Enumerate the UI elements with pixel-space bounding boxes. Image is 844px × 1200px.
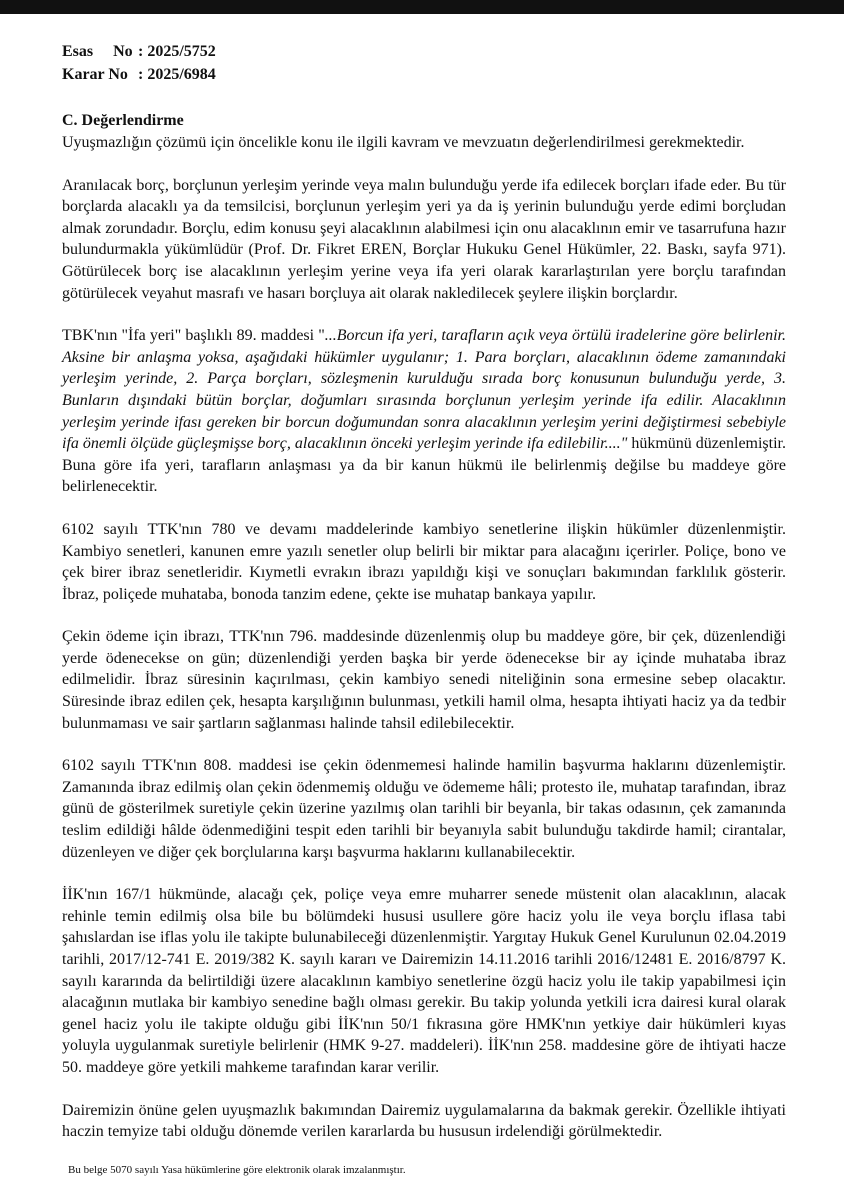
karar-line — [62, 63, 786, 86]
esas-no-label: No — [113, 43, 133, 60]
paragraph-6: 6102 sayılı TTK'nın 808. maddesi ise çekin ödenmemesi halinde hamilin başvurma haklarını düzenlemiştir. Zamanında ibraz edilmiş olan çekin ödenmemiş olduğu ve ödememe hâli; protesto ile, muhatap tarafından, ibraz günü de gösterilmek suretiyle çekin üzerine yazılmış olan tarihli bir beyanla, bir takas odasının, çek zamanında teslim edildiği hâlde ödenmediğini tespit eden tarihli bir beyanıyla sabit bulunduğu takdirde hamil; cirantalar, düzenleyen ve diğer çek borçlularına karşı başvurma haklarını kullanabilecektir. — [62, 757, 786, 861]
karar-label: Karar No — [62, 66, 128, 83]
paragraph-2: Aranılacak borç, borçlunun yerleşim yerinde veya malın bulunduğu yerde ifa edilecek borçları ifade eder. Bu tür borçlarda alacaklı ya da temsilcisi, borçlunun yerleşim yeri ya da iş yerinin bulunduğu yerde edimi borçludan almak zorundadır. Borçlu, edim konusu şeyi alacaklının alabilmesi için onu alacaklının emir ve tasarrufuna hazır bulundurmakla yükümlüdür (Prof. Dr. Fikret EREN, Borçlar Hukuku Genel Hükümler, 22. Baskı, sayfa 971). Götürülecek borç ise alacaklının yerleşim yerine veya ifa yeri olarak kararlaştırılan yere borçlu tarafından götürülecek veyahut masrafı ve hasarı borçluya ait olarak nakledilecek şeylere ilişkin borçlardır. — [62, 176, 786, 302]
paragraph-3-tail: hükmünü düzenlemiştir. Buna göre ifa yeri, tarafların anlaşması ya da bir kanun hükmü ile belirlenmiş değilse bu maddeye göre belirlenecektir. — [62, 435, 786, 496]
paragraph-7: İİK'nın 167/1 hükmünde, alacağı çek, poliçe veya emre muharrer senede müstenit olan alacaklının, alacak rehinle temin edilmiş olsa bile bu bölümdeki hususi usullere göre haciz yolu ile veya borçlu iflasa tabi şahıslardan ise iflas yolu ile takipte bulunabileceği düzenlenmiştir. Yargıtay Hukuk Genel Kurulunun 02.04.2019 tarihli, 2017/12-741 E. 2019/382 K. sayılı kararı ve Dairemizin 14.11.2016 tarihli 2016/12481 E. 2016/8797 K. sayılı kararında da belirtildiği üzere alacaklının kambiyo senetlerine özgü haciz yolu ile takip yapabilmesi için alacağının mutlaka bir kambiyo senedine bağlı olması gerekir. Bu takip yolunda yetkili icra dairesi kural olarak genel haciz yolu ile takipte olduğu gibi İİK'nın 50/1 fıkrasına göre HMK'nın yetkiye dair hükümleri kıyas yoluyla uygulanmak suretiyle belirlenir (HMK 9-27. maddeleri). İİK'nın 258. maddesine göre de ihtiyati hacze 50. maddeye göre yetkili mahkeme tarafından karar verilir. — [62, 886, 786, 1076]
top-edge-bar — [0, 0, 844, 14]
e-signature-footer: Bu belge 5070 sayılı Yasa hükümlerine göre elektronik olarak imzalanmıştır. — [68, 1164, 406, 1176]
esas-line — [62, 40, 786, 63]
section-title: C. Değerlendirme — [62, 112, 184, 129]
karar-value: : 2025/6984 — [138, 66, 216, 83]
case-meta — [62, 40, 786, 86]
paragraph-3 — [62, 325, 786, 498]
paragraph-1: Uyuşmazlığın çözümü için öncelikle konu ile ilgili kavram ve mevzuatın değerlendirilmesi gerekmektedir. — [62, 134, 745, 151]
esas-label: Esas — [62, 43, 94, 60]
paragraph-3-quote: ...Borcun ifa yeri, tarafların açık veya örtülü iradelerine göre belirlenir. Aksine bir anlaşma yoksa, aşağıdaki hükümler uygulanır; 1. Para borçları, alacaklının ödeme zamanındaki yerleşim yerinde, 2. Parça borçları, sözleşmenin kurulduğu sırada borç konusunun bulunduğu yerde, 3. Bunların dışındaki bütün borçlar, doğumları sırasında borçlunun yerleşim yerinde ifa edilir. Alacaklının yerleşim yerinde ifası gereken bir borcun doğumundan sonra alacaklının yerleşim yerini değiştirmesi sebebiyle ifa önemli ölçüde güçleşmişse borç, alacaklının önceki yerleşim yerinde ifa edilebilir...." — [62, 327, 786, 453]
paragraph-8: Dairemizin önüne gelen uyuşmazlık bakımından Dairemiz uygulamalarına da bakmak gerekir. Özellikle ihtiyati haczin temyize tabi olduğu dönemde verilen kararlarda bu hususun irdelendiği görülmektedir. — [62, 1101, 786, 1141]
paragraph-3-lead: TBK'nın "İfa yeri" başlıklı 89. maddesi " — [62, 327, 325, 345]
paragraph-4: 6102 sayılı TTK'nın 780 ve devamı maddelerinde kambiyo senetlerine ilişkin hükümler düzenlenmiştir. Kambiyo senetleri, kanunen emre yazılı senetler olup belirli bir miktar para alacağını içerirler. Poliçe, bono ve çek birer ibraz senetleridir. Kıymetli evrakın ibrazı yapıldığı kişi ve sonuçları bakımından farklılık gösterir. İbraz, poliçede muhataba, bonoda tanzim edene, çekte ise muhatap bankaya yapılır. — [62, 520, 786, 603]
esas-value: : 2025/5752 — [138, 43, 216, 60]
paragraph-5: Çekin ödeme için ibrazı, TTK'nın 796. maddesinde düzenlenmiş olup bu maddeye göre, bir çek, düzenlendiği yerde ödenecekse on gün; düzenlendiği yerden başka bir yerde ödenecekse bir ay içinde muhataba ibraz edilmelidir. İbraz süresinin kaçırılması, çekin kambiyo senedi niteliğinin sona ermesine sebep olacaktır. Süresinde ibraz edilen çek, hesapta karşılığının bulunması, yetkili hamil olma, hesapta ihtiyati haciz ya da tedbir bulunmaması ve sair şartların sağlanması halinde tahsil edilebilecektir. — [62, 628, 786, 732]
document-page — [62, 40, 786, 1143]
